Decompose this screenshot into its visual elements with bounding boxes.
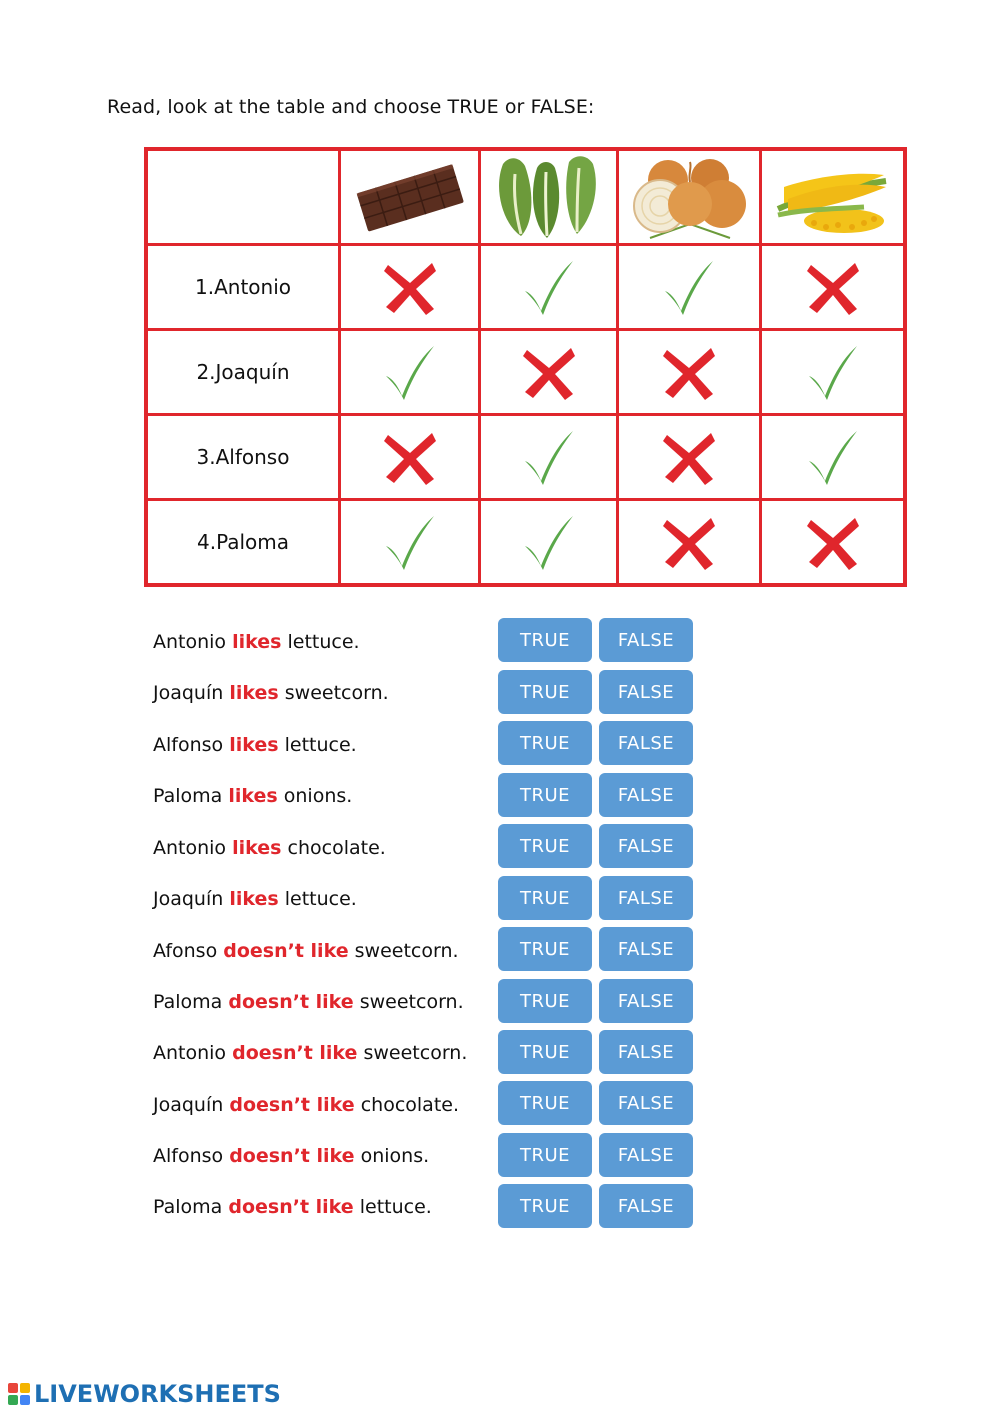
true-button[interactable]: TRUE: [498, 670, 592, 714]
header-empty-cell: [146, 149, 340, 245]
false-button[interactable]: FALSE: [599, 1184, 693, 1228]
cross-icon: [382, 257, 438, 317]
cross-mark: [480, 330, 618, 415]
statement-object: lettuce.: [284, 888, 357, 910]
false-button[interactable]: FALSE: [599, 721, 693, 765]
true-button[interactable]: TRUE: [498, 979, 592, 1023]
check-mark: [618, 245, 761, 330]
chocolate-bar-image: [354, 162, 466, 232]
header-lettuce-cell: [480, 149, 618, 245]
table-row: [146, 500, 905, 586]
statement-7: [153, 928, 459, 974]
statement-object: sweetcorn.: [354, 940, 459, 962]
onions-image: [630, 154, 748, 240]
check-mark: [761, 415, 906, 500]
statement-subject: Antonio: [153, 1042, 227, 1064]
true-button[interactable]: TRUE: [498, 618, 592, 662]
check-mark: [340, 330, 480, 415]
false-button[interactable]: FALSE: [599, 1133, 693, 1177]
statement-object: lettuce.: [287, 631, 360, 653]
check-mark: [480, 415, 618, 500]
true-button[interactable]: TRUE: [498, 927, 592, 971]
statement-object: lettuce.: [284, 734, 357, 756]
false-button[interactable]: FALSE: [599, 618, 693, 662]
cross-icon: [805, 257, 861, 317]
true-button[interactable]: TRUE: [498, 1030, 592, 1074]
statement-verb: doesn’t like: [229, 1094, 355, 1116]
statement-verb: likes: [229, 888, 279, 910]
statement-10: [153, 1082, 459, 1128]
cross-mark: [340, 245, 480, 330]
statement-6: [153, 876, 357, 922]
cross-mark: [761, 245, 906, 330]
table-row: [146, 330, 905, 415]
person-name: 3.Alfonso: [146, 415, 340, 500]
statement-object: onions.: [283, 785, 353, 807]
person-name: 2.Joaquín: [146, 330, 340, 415]
statement-2: [153, 670, 389, 716]
cross-mark: [761, 500, 906, 586]
liveworksheets-logo[interactable]: [8, 1381, 281, 1407]
statement-subject: Paloma: [153, 991, 223, 1013]
statement-subject: Alfonso: [153, 1145, 224, 1167]
statement-8: [153, 979, 464, 1025]
false-button[interactable]: FALSE: [599, 876, 693, 920]
statement-12: [153, 1184, 432, 1230]
cross-icon: [805, 512, 861, 572]
false-button[interactable]: FALSE: [599, 824, 693, 868]
check-mark: [340, 500, 480, 586]
check-icon: [382, 512, 438, 572]
cross-mark: [618, 330, 761, 415]
false-button[interactable]: FALSE: [599, 1030, 693, 1074]
cross-icon: [521, 342, 577, 402]
statement-object: sweetcorn.: [284, 682, 389, 704]
header-sweetcorn-cell: [761, 149, 906, 245]
cross-icon: [661, 342, 717, 402]
person-name: 1.Antonio: [146, 245, 340, 330]
true-button[interactable]: TRUE: [498, 876, 592, 920]
statement-verb: doesn’t like: [229, 1145, 355, 1167]
true-button[interactable]: TRUE: [498, 773, 592, 817]
statement-object: chocolate.: [287, 837, 386, 859]
statement-object: sweetcorn.: [359, 991, 464, 1013]
table-row: [146, 415, 905, 500]
sweetcorn-image: [774, 157, 892, 237]
header-onions-cell: [618, 149, 761, 245]
check-icon: [805, 427, 861, 487]
true-button[interactable]: TRUE: [498, 1081, 592, 1125]
logo-text: LIVEWORKSHEETS: [34, 1380, 281, 1408]
false-button[interactable]: FALSE: [599, 773, 693, 817]
statement-subject: Afonso: [153, 940, 218, 962]
false-button[interactable]: FALSE: [599, 979, 693, 1023]
statement-object: sweetcorn.: [363, 1042, 468, 1064]
true-button[interactable]: TRUE: [498, 1184, 592, 1228]
statement-subject: Joaquín: [153, 1094, 224, 1116]
statement-verb: doesn’t like: [232, 1042, 358, 1064]
statement-9: [153, 1030, 467, 1076]
true-button[interactable]: TRUE: [498, 824, 592, 868]
statement-subject: Antonio: [153, 631, 227, 653]
instruction-text: Read, look at the table and choose TRUE or FALSE:: [107, 96, 595, 118]
check-icon: [661, 257, 717, 317]
check-mark: [480, 245, 618, 330]
cross-icon: [661, 427, 717, 487]
false-button[interactable]: FALSE: [599, 927, 693, 971]
statement-11: [153, 1133, 429, 1179]
statement-1: [153, 619, 360, 665]
cross-mark: [618, 500, 761, 586]
true-button[interactable]: TRUE: [498, 1133, 592, 1177]
lettuce-image: [493, 154, 605, 240]
statement-subject: Alfonso: [153, 734, 224, 756]
person-name: 4.Paloma: [146, 500, 340, 586]
table-header-row: [146, 149, 905, 245]
statement-verb: likes: [229, 734, 279, 756]
check-mark: [480, 500, 618, 586]
preferences-table: [144, 147, 907, 587]
statement-3: [153, 722, 357, 768]
statement-verb: likes: [229, 682, 279, 704]
false-button[interactable]: FALSE: [599, 670, 693, 714]
statement-verb: likes: [232, 631, 282, 653]
check-icon: [521, 512, 577, 572]
statement-subject: Antonio: [153, 837, 227, 859]
table-row: [146, 245, 905, 330]
false-button[interactable]: FALSE: [599, 1081, 693, 1125]
header-chocolate-cell: [340, 149, 480, 245]
check-icon: [805, 342, 861, 402]
cross-mark: [618, 415, 761, 500]
statement-verb: doesn’t like: [223, 940, 349, 962]
cross-mark: [340, 415, 480, 500]
statement-subject: Paloma: [153, 785, 223, 807]
liveworksheets-logo-icon: [8, 1383, 30, 1405]
statement-subject: Joaquín: [153, 682, 224, 704]
statement-subject: Paloma: [153, 1196, 223, 1218]
statement-subject: Joaquín: [153, 888, 224, 910]
true-button[interactable]: TRUE: [498, 721, 592, 765]
check-icon: [382, 342, 438, 402]
statement-verb: doesn’t like: [228, 1196, 354, 1218]
statement-object: chocolate.: [360, 1094, 460, 1116]
statement-object: onions.: [360, 1145, 430, 1167]
statement-object: lettuce.: [359, 1196, 432, 1218]
cross-icon: [382, 427, 438, 487]
statement-verb: likes: [228, 785, 278, 807]
cross-icon: [661, 512, 717, 572]
check-icon: [521, 257, 577, 317]
check-icon: [521, 427, 577, 487]
check-mark: [761, 330, 906, 415]
statement-verb: likes: [232, 837, 282, 859]
statement-verb: doesn’t like: [228, 991, 354, 1013]
statement-5: [153, 825, 386, 871]
statement-4: [153, 773, 352, 819]
